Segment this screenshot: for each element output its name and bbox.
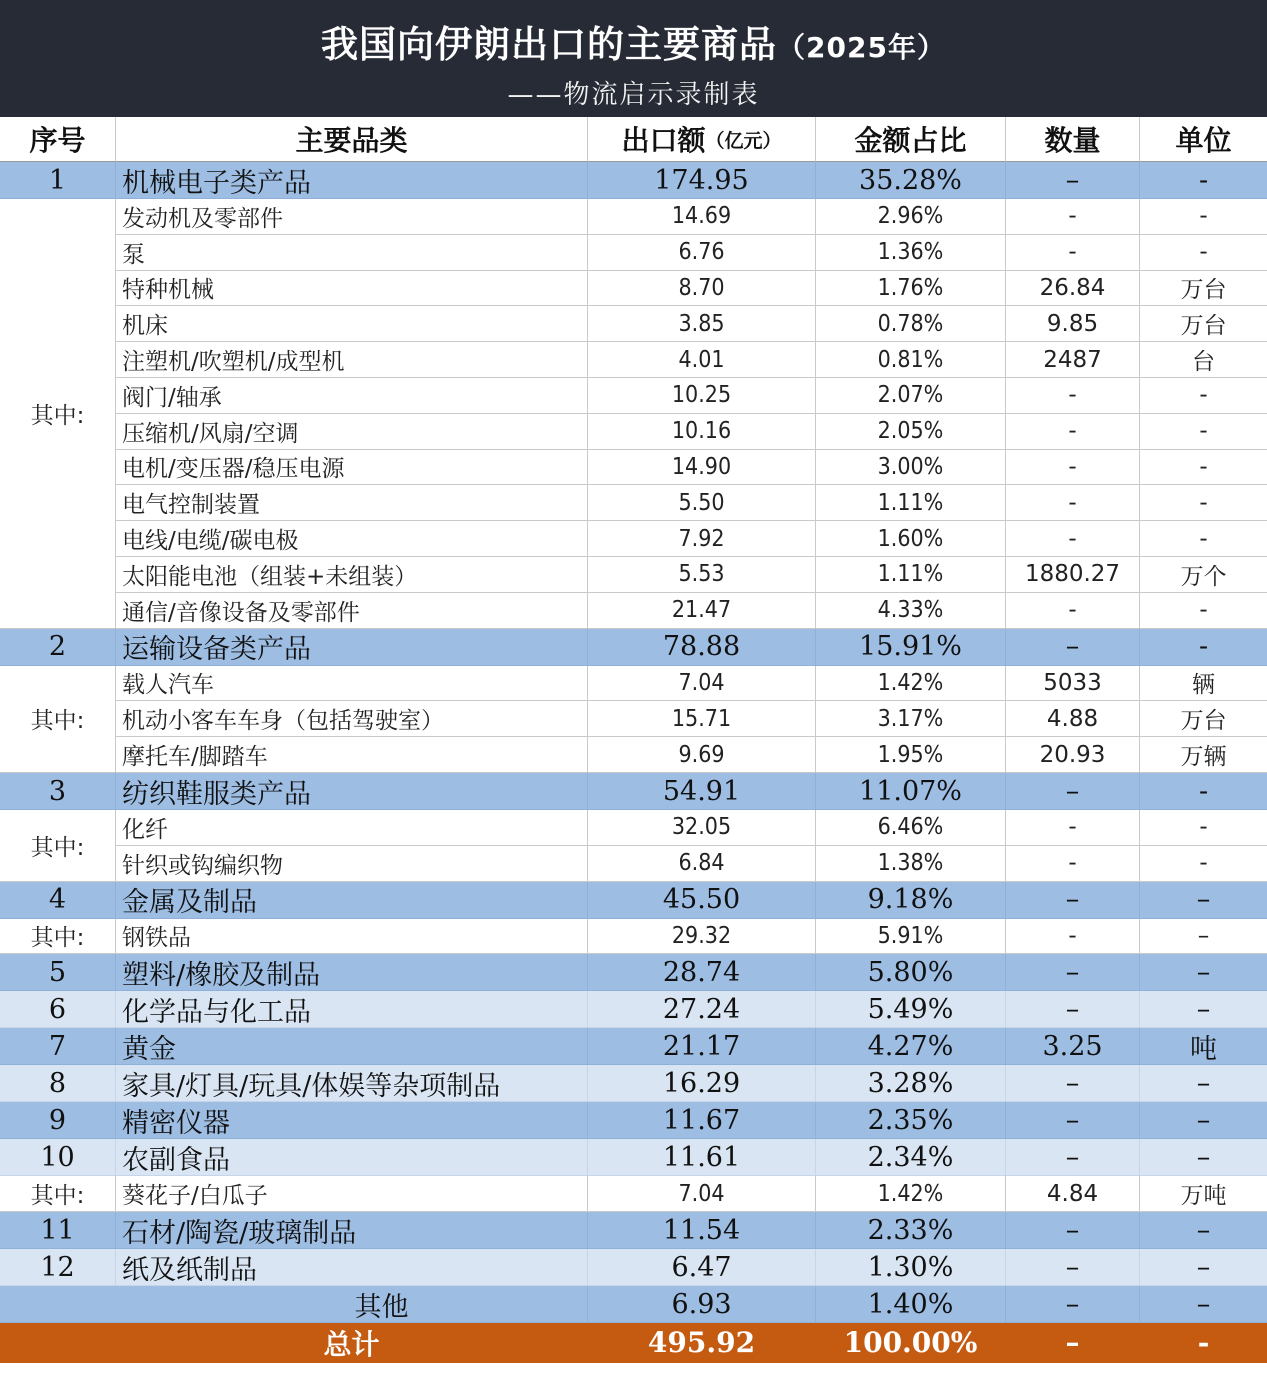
sub-item-quantity: - bbox=[1006, 414, 1140, 450]
sub-item-export: 32.05 bbox=[588, 810, 816, 846]
sub-item-unit: - bbox=[1140, 378, 1267, 414]
category-quantity: – bbox=[1006, 1249, 1140, 1286]
category-quantity: – bbox=[1006, 954, 1140, 991]
sub-item-export: 10.16 bbox=[588, 414, 816, 450]
sub-item-row bbox=[0, 199, 1267, 235]
category-unit: – bbox=[1140, 1249, 1267, 1286]
category-name: 运输设备类产品 bbox=[116, 629, 588, 666]
sub-item-quantity: - bbox=[1006, 235, 1140, 271]
category-quantity: – bbox=[1006, 629, 1140, 666]
sub-group-label: 其中: bbox=[0, 919, 116, 955]
sub-item-export: 29.32 bbox=[588, 919, 816, 955]
sub-item-unit: 万辆 bbox=[1140, 737, 1267, 773]
sub-item-quantity: - bbox=[1006, 846, 1140, 882]
sub-item-quantity: 20.93 bbox=[1006, 737, 1140, 773]
sub-item-share: 1.36% bbox=[816, 235, 1006, 271]
sub-item-name: 电机/变压器/稳压电源 bbox=[116, 450, 588, 486]
category-quantity: – bbox=[1006, 991, 1140, 1028]
sub-item-name: 电气控制装置 bbox=[116, 485, 588, 521]
category-name: 家具/灯具/玩具/体娱等杂项制品 bbox=[116, 1065, 588, 1102]
category-export: 6.47 bbox=[588, 1249, 816, 1286]
sub-item-export: 6.76 bbox=[588, 235, 816, 271]
sub-item-share: 1.11% bbox=[816, 557, 1006, 593]
total-index-blank bbox=[0, 1323, 116, 1363]
category-row bbox=[0, 1102, 1267, 1139]
sub-item-unit: 台 bbox=[1140, 342, 1267, 378]
category-unit: – bbox=[1140, 1212, 1267, 1249]
total-name: 总计 bbox=[116, 1323, 588, 1363]
sub-item-row bbox=[0, 666, 1267, 702]
category-name: 精密仪器 bbox=[116, 1102, 588, 1139]
sub-item-share: 1.42% bbox=[816, 1176, 1006, 1212]
sub-item-quantity: - bbox=[1006, 199, 1140, 235]
sub-item-unit: 万台 bbox=[1140, 306, 1267, 342]
category-quantity: – bbox=[1006, 162, 1140, 199]
col-header-export bbox=[588, 117, 816, 162]
category-unit: – bbox=[1140, 954, 1267, 991]
other-quantity: – bbox=[1006, 1286, 1140, 1323]
category-share: 2.34% bbox=[816, 1139, 1006, 1176]
other-index-blank bbox=[0, 1286, 116, 1323]
sub-item-export: 5.50 bbox=[588, 485, 816, 521]
sub-item-unit: - bbox=[1140, 810, 1267, 846]
page-title bbox=[0, 14, 1267, 68]
sub-item-export: 5.53 bbox=[588, 557, 816, 593]
other-row bbox=[0, 1286, 1267, 1323]
category-row bbox=[0, 882, 1267, 919]
category-unit: – bbox=[1140, 882, 1267, 919]
category-unit: – bbox=[1140, 1139, 1267, 1176]
sub-item-row bbox=[0, 846, 1267, 882]
category-name: 石材/陶瓷/玻璃制品 bbox=[116, 1212, 588, 1249]
category-index: 11 bbox=[0, 1212, 116, 1249]
sub-item-row bbox=[0, 810, 1267, 846]
page-subtitle: ——物流启示录制表 bbox=[507, 80, 760, 110]
category-share: 11.07% bbox=[816, 773, 1006, 810]
page-header bbox=[0, 0, 1267, 117]
category-index: 10 bbox=[0, 1139, 116, 1176]
sub-group-label: 其中: bbox=[0, 810, 116, 882]
category-unit: - bbox=[1140, 773, 1267, 810]
sub-item-share: 0.78% bbox=[816, 306, 1006, 342]
sub-item-name: 机床 bbox=[116, 306, 588, 342]
sub-item-row bbox=[0, 485, 1267, 521]
sub-item-quantity: 4.84 bbox=[1006, 1176, 1140, 1212]
category-export: 54.91 bbox=[588, 773, 816, 810]
category-name: 化学品与化工品 bbox=[116, 991, 588, 1028]
sub-item-export: 8.70 bbox=[588, 271, 816, 307]
sub-item-export: 7.92 bbox=[588, 521, 816, 557]
col-header-export-label: 出口额 bbox=[621, 124, 706, 157]
category-quantity: – bbox=[1006, 1212, 1140, 1249]
category-export: 28.74 bbox=[588, 954, 816, 991]
category-index: 9 bbox=[0, 1102, 116, 1139]
sub-item-quantity: - bbox=[1006, 521, 1140, 557]
sub-item-unit: - bbox=[1140, 235, 1267, 271]
category-unit: - bbox=[1140, 629, 1267, 666]
sub-item-row bbox=[0, 271, 1267, 307]
category-share: 5.80% bbox=[816, 954, 1006, 991]
sub-item-unit: – bbox=[1140, 919, 1267, 955]
sub-item-name: 机动小客车车身（包括驾驶室） bbox=[116, 701, 588, 737]
category-row bbox=[0, 629, 1267, 666]
category-unit: – bbox=[1140, 1065, 1267, 1102]
sub-item-name: 注塑机/吹塑机/成型机 bbox=[116, 342, 588, 378]
sub-item-share: 2.96% bbox=[816, 199, 1006, 235]
category-export: 78.88 bbox=[588, 629, 816, 666]
category-unit: 吨 bbox=[1140, 1028, 1267, 1065]
sub-item-row bbox=[0, 521, 1267, 557]
category-share: 15.91% bbox=[816, 629, 1006, 666]
sub-item-share: 2.07% bbox=[816, 378, 1006, 414]
category-name: 纸及纸制品 bbox=[116, 1249, 588, 1286]
sub-item-name: 泵 bbox=[116, 235, 588, 271]
category-row bbox=[0, 1249, 1267, 1286]
sub-item-quantity: 2487 bbox=[1006, 342, 1140, 378]
category-quantity: 3.25 bbox=[1006, 1028, 1140, 1065]
sub-item-name: 载人汽车 bbox=[116, 666, 588, 702]
sub-item-export: 9.69 bbox=[588, 737, 816, 773]
sub-item-row bbox=[0, 593, 1267, 629]
sub-item-name: 压缩机/风扇/空调 bbox=[116, 414, 588, 450]
category-export: 11.61 bbox=[588, 1139, 816, 1176]
col-header-share: 金额占比 bbox=[816, 117, 1006, 162]
export-table bbox=[0, 117, 1267, 1374]
category-export: 27.24 bbox=[588, 991, 816, 1028]
category-row bbox=[0, 162, 1267, 199]
title-year: （2025年） bbox=[777, 31, 946, 64]
sub-item-share: 0.81% bbox=[816, 342, 1006, 378]
sub-item-export: 21.47 bbox=[588, 593, 816, 629]
sub-item-unit: - bbox=[1140, 450, 1267, 486]
sub-item-export: 7.04 bbox=[588, 1176, 816, 1212]
sub-item-name: 通信/音像设备及零部件 bbox=[116, 593, 588, 629]
sub-group-label: 其中: bbox=[0, 1176, 116, 1212]
total-unit: - bbox=[1140, 1323, 1267, 1363]
sub-item-name: 葵花子/白瓜子 bbox=[116, 1176, 588, 1212]
total-row bbox=[0, 1323, 1267, 1363]
sub-item-quantity: 26.84 bbox=[1006, 271, 1140, 307]
category-name: 黄金 bbox=[116, 1028, 588, 1065]
sub-item-row bbox=[0, 306, 1267, 342]
sub-item-export: 10.25 bbox=[588, 378, 816, 414]
sub-item-row bbox=[0, 450, 1267, 486]
category-name: 机械电子类产品 bbox=[116, 162, 588, 199]
sub-item-unit: - bbox=[1140, 593, 1267, 629]
col-header-unit: 单位 bbox=[1140, 117, 1267, 162]
sub-item-name: 电线/电缆/碳电极 bbox=[116, 521, 588, 557]
category-row bbox=[0, 773, 1267, 810]
sub-item-export: 3.85 bbox=[588, 306, 816, 342]
col-header-quantity: 数量 bbox=[1006, 117, 1140, 162]
category-export: 21.17 bbox=[588, 1028, 816, 1065]
category-export: 11.54 bbox=[588, 1212, 816, 1249]
sub-item-unit: - bbox=[1140, 485, 1267, 521]
other-share: 1.40% bbox=[816, 1286, 1006, 1323]
sub-item-unit: 万个 bbox=[1140, 557, 1267, 593]
sub-item-share: 1.76% bbox=[816, 271, 1006, 307]
category-index: 7 bbox=[0, 1028, 116, 1065]
category-unit: – bbox=[1140, 991, 1267, 1028]
category-index: 3 bbox=[0, 773, 116, 810]
category-export: 45.50 bbox=[588, 882, 816, 919]
sub-item-share: 3.17% bbox=[816, 701, 1006, 737]
category-unit: - bbox=[1140, 162, 1267, 199]
sub-item-unit: 万台 bbox=[1140, 271, 1267, 307]
category-index: 12 bbox=[0, 1249, 116, 1286]
category-row bbox=[0, 1065, 1267, 1102]
category-index: 6 bbox=[0, 991, 116, 1028]
sub-item-quantity: - bbox=[1006, 919, 1140, 955]
sub-item-export: 15.71 bbox=[588, 701, 816, 737]
sub-item-name: 特种机械 bbox=[116, 271, 588, 307]
category-share: 4.27% bbox=[816, 1028, 1006, 1065]
category-share: 3.28% bbox=[816, 1065, 1006, 1102]
sub-item-share: 1.38% bbox=[816, 846, 1006, 882]
sub-item-row bbox=[0, 557, 1267, 593]
sub-item-name: 摩托车/脚踏车 bbox=[116, 737, 588, 773]
sub-item-share: 5.91% bbox=[816, 919, 1006, 955]
sub-item-share: 1.60% bbox=[816, 521, 1006, 557]
sub-item-share: 1.42% bbox=[816, 666, 1006, 702]
sub-item-row bbox=[0, 701, 1267, 737]
category-index: 1 bbox=[0, 162, 116, 199]
sub-item-name: 针织或钩编织物 bbox=[116, 846, 588, 882]
sub-item-quantity: - bbox=[1006, 485, 1140, 521]
category-index: 4 bbox=[0, 882, 116, 919]
sub-item-unit: 辆 bbox=[1140, 666, 1267, 702]
col-header-index: 序号 bbox=[0, 117, 116, 162]
sub-item-row bbox=[0, 235, 1267, 271]
total-quantity: – bbox=[1006, 1323, 1140, 1363]
category-name: 纺织鞋服类产品 bbox=[116, 773, 588, 810]
sub-item-unit: - bbox=[1140, 414, 1267, 450]
category-index: 5 bbox=[0, 954, 116, 991]
category-row bbox=[0, 991, 1267, 1028]
sub-item-quantity: - bbox=[1006, 450, 1140, 486]
category-row bbox=[0, 1139, 1267, 1176]
sub-item-unit: 万台 bbox=[1140, 701, 1267, 737]
title-text: 我国向伊朗出口的主要商品 bbox=[321, 23, 778, 66]
category-share: 5.49% bbox=[816, 991, 1006, 1028]
category-row bbox=[0, 1028, 1267, 1065]
category-share: 2.35% bbox=[816, 1102, 1006, 1139]
category-name: 农副食品 bbox=[116, 1139, 588, 1176]
category-quantity: – bbox=[1006, 773, 1140, 810]
category-share: 1.30% bbox=[816, 1249, 1006, 1286]
sub-item-share: 1.95% bbox=[816, 737, 1006, 773]
sub-item-unit: - bbox=[1140, 846, 1267, 882]
sub-item-share: 1.11% bbox=[816, 485, 1006, 521]
sub-item-share: 3.00% bbox=[816, 450, 1006, 486]
sub-item-export: 4.01 bbox=[588, 342, 816, 378]
sub-item-export: 14.69 bbox=[588, 199, 816, 235]
other-name: 其他 bbox=[116, 1286, 588, 1323]
sub-item-export: 7.04 bbox=[588, 666, 816, 702]
category-row bbox=[0, 1212, 1267, 1249]
sub-item-row bbox=[0, 737, 1267, 773]
sub-item-quantity: 1880.27 bbox=[1006, 557, 1140, 593]
category-index: 8 bbox=[0, 1065, 116, 1102]
category-quantity: – bbox=[1006, 1065, 1140, 1102]
sub-item-unit: - bbox=[1140, 521, 1267, 557]
sub-item-quantity: - bbox=[1006, 593, 1140, 629]
category-export: 16.29 bbox=[588, 1065, 816, 1102]
sub-item-share: 6.46% bbox=[816, 810, 1006, 846]
category-export: 11.67 bbox=[588, 1102, 816, 1139]
category-index: 2 bbox=[0, 629, 116, 666]
sub-item-name: 钢铁品 bbox=[116, 919, 588, 955]
category-quantity: – bbox=[1006, 1139, 1140, 1176]
sub-item-quantity: - bbox=[1006, 378, 1140, 414]
sub-item-name: 阀门/轴承 bbox=[116, 378, 588, 414]
sub-item-share: 2.05% bbox=[816, 414, 1006, 450]
category-share: 35.28% bbox=[816, 162, 1006, 199]
sub-item-quantity: 9.85 bbox=[1006, 306, 1140, 342]
sub-item-row bbox=[0, 1176, 1267, 1212]
table-header-row bbox=[0, 117, 1267, 162]
sub-item-share: 4.33% bbox=[816, 593, 1006, 629]
sub-item-name: 太阳能电池（组装+未组装） bbox=[116, 557, 588, 593]
other-unit: – bbox=[1140, 1286, 1267, 1323]
sub-item-row bbox=[0, 342, 1267, 378]
category-unit: – bbox=[1140, 1102, 1267, 1139]
total-share: 100.00% bbox=[816, 1323, 1006, 1363]
category-row bbox=[0, 954, 1267, 991]
sub-item-name: 化纤 bbox=[116, 810, 588, 846]
sub-item-export: 6.84 bbox=[588, 846, 816, 882]
sub-item-quantity: - bbox=[1006, 810, 1140, 846]
category-name: 塑料/橡胶及制品 bbox=[116, 954, 588, 991]
category-share: 9.18% bbox=[816, 882, 1006, 919]
category-share: 2.33% bbox=[816, 1212, 1006, 1249]
total-export: 495.92 bbox=[588, 1323, 816, 1363]
col-header-category: 主要品类 bbox=[116, 117, 588, 162]
sub-item-row bbox=[0, 919, 1267, 955]
sub-group-label: 其中: bbox=[0, 666, 116, 773]
sub-item-quantity: 4.88 bbox=[1006, 701, 1140, 737]
sub-item-row bbox=[0, 414, 1267, 450]
sub-item-unit: - bbox=[1140, 199, 1267, 235]
col-header-export-unit: （亿元） bbox=[705, 129, 782, 152]
sub-group-label: 其中: bbox=[0, 199, 116, 629]
sub-item-row bbox=[0, 378, 1267, 414]
other-export: 6.93 bbox=[588, 1286, 816, 1323]
sub-item-export: 14.90 bbox=[588, 450, 816, 486]
category-export: 174.95 bbox=[588, 162, 816, 199]
category-quantity: – bbox=[1006, 882, 1140, 919]
sub-item-unit: 万吨 bbox=[1140, 1176, 1267, 1212]
sub-item-quantity: 5033 bbox=[1006, 666, 1140, 702]
sub-item-name: 发动机及零部件 bbox=[116, 199, 588, 235]
category-name: 金属及制品 bbox=[116, 882, 588, 919]
category-quantity: – bbox=[1006, 1102, 1140, 1139]
